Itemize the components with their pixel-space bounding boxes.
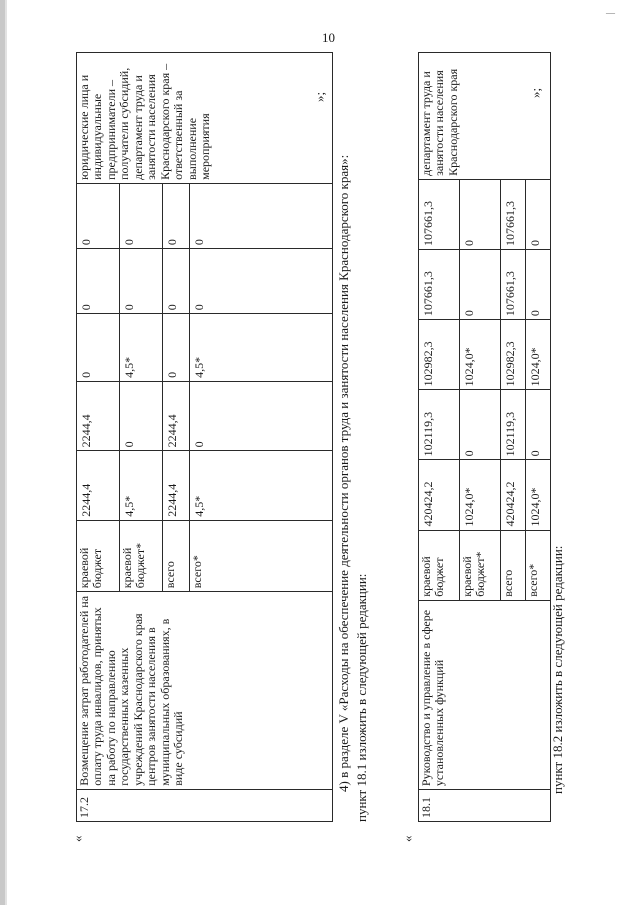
value-cell: 0: [77, 183, 120, 248]
value-cell: 0: [190, 183, 333, 248]
funding-source: всего: [163, 520, 190, 591]
value-cell: 102982,3: [501, 320, 526, 390]
recipient-cell: юридические лица и индивидуальные предприниматели – получатели субсидий, департамент труда и занятости населения Краснодарского края – ответственный за выполнение мероприятия: [77, 53, 333, 184]
value-cell: 107661,3: [501, 179, 526, 249]
close-quote-2: »;: [528, 87, 543, 98]
value-cell: 102982,3: [419, 320, 460, 390]
close-quote-1: »;: [312, 91, 327, 102]
corner-mark: —: [606, 8, 615, 18]
value-cell: 2244,4: [77, 451, 120, 520]
value-cell: 0: [190, 249, 333, 314]
value-cell: 420424,2: [501, 460, 526, 530]
value-cell: 1024,0*: [526, 460, 551, 530]
value-cell: 107661,3: [419, 179, 460, 249]
value-cell: 102119,3: [501, 390, 526, 460]
table-row: [77, 53, 120, 822]
paragraph-4: 4) в разделе V «Расходы на обеспечение деятельности органов труда и занятости населения Краснодарского края»:: [336, 154, 351, 792]
value-cell: 0: [460, 250, 501, 320]
value-cell: 0: [163, 183, 190, 248]
value-cell: 0: [526, 390, 551, 460]
value-cell: 2244,4: [77, 381, 120, 450]
value-cell: 1024,0*: [460, 460, 501, 530]
recipient-cell: департамент труда и занятости населения Краснодарского края: [419, 53, 551, 180]
item-number: 17.2: [77, 789, 333, 821]
item-number: 18.1: [419, 790, 551, 822]
value-cell: 1024,0*: [526, 320, 551, 390]
open-quote-1: «: [70, 835, 85, 842]
scan-edge-shadow: [5, 0, 7, 905]
value-cell: 4,5*: [190, 314, 333, 382]
value-cell: 4,5*: [190, 451, 333, 520]
funding-source: всего*: [526, 530, 551, 600]
value-cell: 0: [460, 390, 501, 460]
table-row: [419, 53, 460, 822]
rotated-content: [40, 52, 600, 852]
table-17-2: [76, 52, 333, 822]
value-cell: 0: [120, 183, 163, 248]
value-cell: 4,5*: [120, 314, 163, 382]
value-cell: 0: [190, 381, 333, 450]
value-cell: 0: [163, 314, 190, 382]
value-cell: 1024,0*: [460, 320, 501, 390]
value-cell: 0: [526, 250, 551, 320]
paragraph-item-18-2: пункт 18.2 изложить в следующей редакции:: [550, 545, 565, 794]
value-cell: 0: [460, 179, 501, 249]
value-cell: 0: [163, 249, 190, 314]
item-name: Возмещение затрат работодателей на оплату труда инвалидов, принятых на работу по направлению государственных казенных учреждений Краснодарского края центров занятости населения в муниципальных образованиях, в виде субсидий: [77, 592, 333, 790]
value-cell: 0: [77, 249, 120, 314]
page-number: 10: [322, 30, 335, 45]
value-cell: 107661,3: [501, 250, 526, 320]
item-name: Руководство и управление в сфере установленных функций: [419, 600, 551, 789]
value-cell: 102119,3: [419, 390, 460, 460]
open-quote-2: «: [400, 835, 415, 842]
value-cell: 0: [120, 381, 163, 450]
paragraph-item-18-1: пункт 18.1 изложить в следующей редакции:: [354, 573, 369, 822]
value-cell: 0: [77, 314, 120, 382]
value-cell: 4,5*: [120, 451, 163, 520]
table-18-1: [418, 52, 551, 822]
value-cell: 2244,4: [163, 451, 190, 520]
value-cell: 0: [120, 249, 163, 314]
funding-source: всего*: [190, 520, 333, 591]
funding-source: всего: [501, 530, 526, 600]
funding-source: краевой бюджет*: [120, 520, 163, 591]
funding-source: краевой бюджет: [419, 530, 460, 600]
value-cell: 420424,2: [419, 460, 460, 530]
funding-source: краевой бюджет*: [460, 530, 501, 600]
value-cell: 2244,4: [163, 381, 190, 450]
value-cell: 107661,3: [419, 250, 460, 320]
funding-source: краевой бюджет: [77, 520, 120, 591]
value-cell: 0: [526, 179, 551, 249]
